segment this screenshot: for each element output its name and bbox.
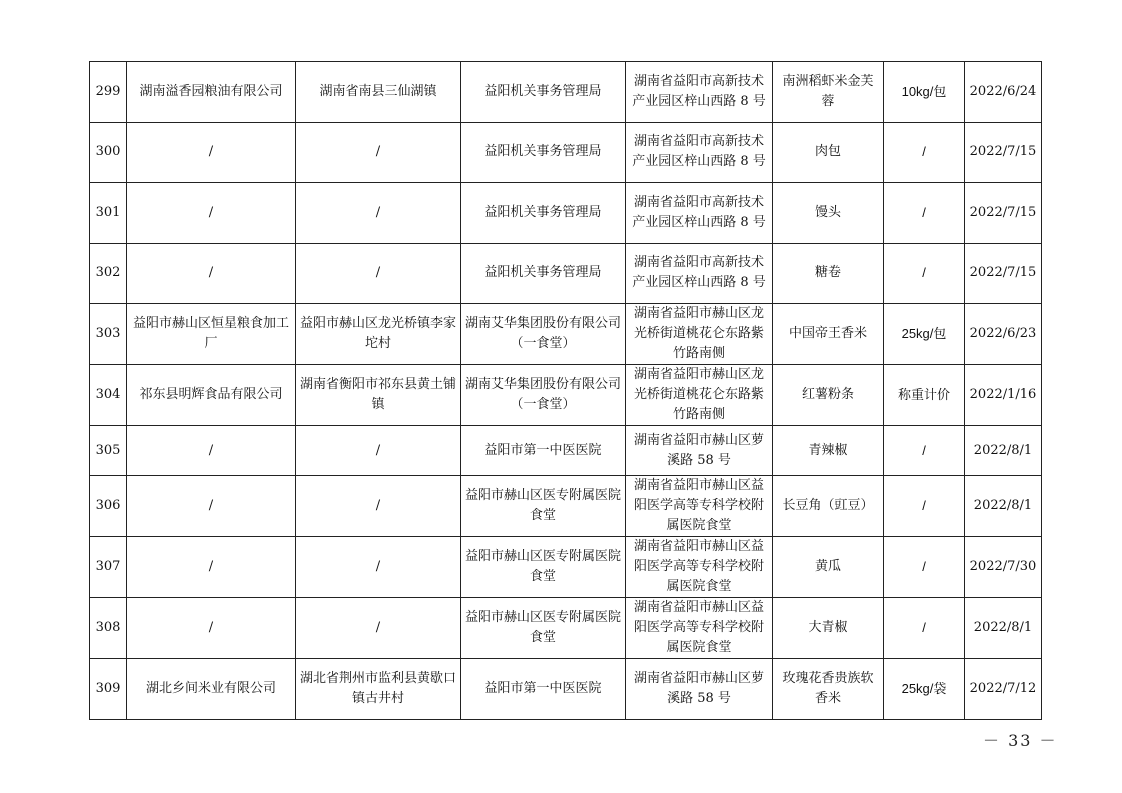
production-date-cell: 2022/7/15 [965, 183, 1042, 244]
sampled-address-cell: 湖南省益阳市高新技术产业园区梓山西路 8 号 [626, 122, 773, 183]
specification-cell: / [884, 598, 965, 659]
sampled-unit-cell: 益阳机关事务管理局 [461, 183, 626, 244]
producer-address-cell: / [296, 426, 461, 476]
sampled-address-cell: 湖南省益阳市赫山区益阳医学高等专科学校附属医院食堂 [626, 537, 773, 598]
producer-name-cell: / [127, 476, 296, 537]
table-row [90, 426, 1042, 476]
producer-name-cell: / [127, 537, 296, 598]
product-name-cell: 中国帝王香米 [773, 304, 884, 365]
table-row [90, 243, 1042, 304]
sampled-unit-cell: 益阳机关事务管理局 [461, 243, 626, 304]
row-number-cell: 301 [90, 183, 127, 244]
sampling-table [89, 61, 1042, 720]
production-date-cell: 2022/7/12 [965, 659, 1042, 720]
specification-cell: / [884, 476, 965, 537]
sampled-address-cell: 湖南省益阳市赫山区龙光桥街道桃花仑东路紫竹路南侧 [626, 365, 773, 426]
sampled-unit-cell: 益阳市赫山区医专附属医院食堂 [461, 537, 626, 598]
specification-cell: / [884, 537, 965, 598]
production-date-cell: 2022/1/16 [965, 365, 1042, 426]
row-number-cell: 303 [90, 304, 127, 365]
producer-address-cell: 益阳市赫山区龙光桥镇李家坨村 [296, 304, 461, 365]
sampled-address-cell: 湖南省益阳市高新技术产业园区梓山西路 8 号 [626, 62, 773, 123]
row-number-cell: 309 [90, 659, 127, 720]
product-name-cell: 长豆角（豇豆） [773, 476, 884, 537]
row-number-cell: 299 [90, 62, 127, 123]
producer-name-cell: / [127, 426, 296, 476]
table-row [90, 122, 1042, 183]
table-row [90, 659, 1042, 720]
sampled-address-cell: 湖南省益阳市赫山区益阳医学高等专科学校附属医院食堂 [626, 598, 773, 659]
sampled-unit-cell: 益阳市赫山区医专附属医院食堂 [461, 598, 626, 659]
production-date-cell: 2022/8/1 [965, 598, 1042, 659]
production-date-cell: 2022/7/15 [965, 122, 1042, 183]
production-date-cell: 2022/6/23 [965, 304, 1042, 365]
producer-name-cell: 湖南溢香园粮油有限公司 [127, 62, 296, 123]
sampled-unit-cell: 湖南艾华集团股份有限公司（一食堂） [461, 304, 626, 365]
production-date-cell: 2022/6/24 [965, 62, 1042, 123]
producer-name-cell: / [127, 183, 296, 244]
row-number-cell: 302 [90, 243, 127, 304]
producer-name-cell: 祁东县明辉食品有限公司 [127, 365, 296, 426]
production-date-cell: 2022/7/30 [965, 537, 1042, 598]
product-name-cell: 大青椒 [773, 598, 884, 659]
sampled-unit-cell: 益阳市第一中医医院 [461, 659, 626, 720]
producer-name-cell: / [127, 122, 296, 183]
production-date-cell: 2022/8/1 [965, 426, 1042, 476]
producer-name-cell: 益阳市赫山区恒星粮食加工厂 [127, 304, 296, 365]
table-row [90, 183, 1042, 244]
product-name-cell: 馒头 [773, 183, 884, 244]
row-number-cell: 305 [90, 426, 127, 476]
table-row [90, 304, 1042, 365]
specification-cell: / [884, 183, 965, 244]
specification-cell: 10kg/包 [884, 62, 965, 123]
specification-cell: / [884, 243, 965, 304]
producer-address-cell: / [296, 122, 461, 183]
row-number-cell: 306 [90, 476, 127, 537]
producer-address-cell: / [296, 476, 461, 537]
sampled-address-cell: 湖南省益阳市高新技术产业园区梓山西路 8 号 [626, 243, 773, 304]
page-number: － 33 － [983, 731, 1058, 750]
sampled-address-cell: 湖南省益阳市赫山区萝溪路 58 号 [626, 659, 773, 720]
row-number-cell: 308 [90, 598, 127, 659]
product-name-cell: 青辣椒 [773, 426, 884, 476]
product-name-cell: 南洲稻虾米金芙蓉 [773, 62, 884, 123]
producer-name-cell: / [127, 243, 296, 304]
specification-cell: 25kg/包 [884, 304, 965, 365]
product-name-cell: 玫瑰花香贵族软香米 [773, 659, 884, 720]
sampled-unit-cell: 益阳机关事务管理局 [461, 62, 626, 123]
producer-address-cell: 湖南省衡阳市祁东县黄土铺镇 [296, 365, 461, 426]
row-number-cell: 307 [90, 537, 127, 598]
table-row [90, 537, 1042, 598]
production-date-cell: 2022/7/15 [965, 243, 1042, 304]
product-name-cell: 黄瓜 [773, 537, 884, 598]
table-row [90, 598, 1042, 659]
production-date-cell: 2022/8/1 [965, 476, 1042, 537]
producer-address-cell: / [296, 183, 461, 244]
product-name-cell: 糖卷 [773, 243, 884, 304]
specification-cell: 25kg/袋 [884, 659, 965, 720]
sampled-address-cell: 湖南省益阳市赫山区萝溪路 58 号 [626, 426, 773, 476]
sampled-address-cell: 湖南省益阳市赫山区龙光桥街道桃花仑东路紫竹路南侧 [626, 304, 773, 365]
sampled-unit-cell: 益阳市第一中医医院 [461, 426, 626, 476]
producer-address-cell: / [296, 243, 461, 304]
sampled-unit-cell: 益阳机关事务管理局 [461, 122, 626, 183]
table-row [90, 62, 1042, 123]
product-name-cell: 红薯粉条 [773, 365, 884, 426]
sampled-unit-cell: 益阳市赫山区医专附属医院食堂 [461, 476, 626, 537]
sampled-unit-cell: 湖南艾华集团股份有限公司（一食堂） [461, 365, 626, 426]
table-row [90, 476, 1042, 537]
table-body [90, 62, 1042, 720]
producer-name-cell: / [127, 598, 296, 659]
producer-address-cell: / [296, 598, 461, 659]
producer-address-cell: / [296, 537, 461, 598]
table-row [90, 365, 1042, 426]
specification-cell: / [884, 426, 965, 476]
sampled-address-cell: 湖南省益阳市赫山区益阳医学高等专科学校附属医院食堂 [626, 476, 773, 537]
sampled-address-cell: 湖南省益阳市高新技术产业园区梓山西路 8 号 [626, 183, 773, 244]
specification-cell: 称重计价 [884, 365, 965, 426]
product-name-cell: 肉包 [773, 122, 884, 183]
producer-address-cell: 湖南省南县三仙湖镇 [296, 62, 461, 123]
specification-cell: / [884, 122, 965, 183]
producer-name-cell: 湖北乡间米业有限公司 [127, 659, 296, 720]
producer-address-cell: 湖北省荆州市监利县黄歇口镇古井村 [296, 659, 461, 720]
row-number-cell: 300 [90, 122, 127, 183]
row-number-cell: 304 [90, 365, 127, 426]
